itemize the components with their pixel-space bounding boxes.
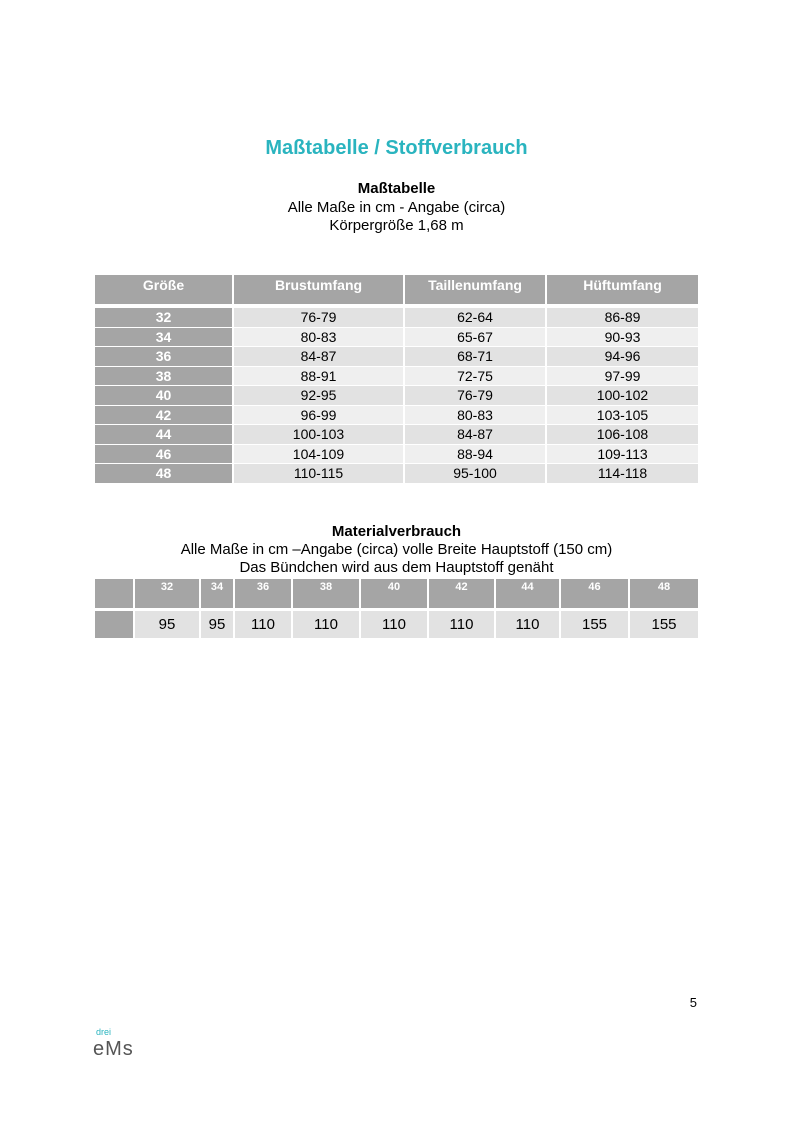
measure-cell: 68-71 xyxy=(405,347,547,367)
measure-cell: 86-89 xyxy=(547,308,698,328)
column-header: Brustumfang xyxy=(234,275,405,304)
size-table xyxy=(95,275,698,484)
measure-cell: 72-75 xyxy=(405,367,547,387)
measure-cell: 100-102 xyxy=(547,386,698,406)
measure-cell: 100-103 xyxy=(234,425,405,445)
measure-cell: 65-67 xyxy=(405,328,547,348)
measure-cell: 76-79 xyxy=(405,386,547,406)
measure-cell: 80-83 xyxy=(405,406,547,426)
measure-cell: 94-96 xyxy=(547,347,698,367)
table-row xyxy=(95,367,698,387)
column-header: Taillenumfang xyxy=(405,275,547,304)
material-size-header: 34 xyxy=(201,579,235,608)
table-row xyxy=(95,406,698,426)
material-value-cell: 95 xyxy=(201,611,235,638)
column-header: Größe xyxy=(95,275,234,304)
measure-cell: 96-99 xyxy=(234,406,405,426)
material-size-header: 42 xyxy=(429,579,496,608)
size-cell: 40 xyxy=(95,386,234,406)
measure-cell: 114-118 xyxy=(547,464,698,484)
measure-cell: 92-95 xyxy=(234,386,405,406)
material-value-cell: 110 xyxy=(293,611,361,638)
size-cell: 38 xyxy=(95,367,234,387)
logo-main-text: eMs xyxy=(93,1038,134,1059)
size-section-line1: Alle Maße in cm - Angabe (circa) xyxy=(287,199,506,216)
measure-cell: 84-87 xyxy=(405,425,547,445)
material-section-line1: Alle Maße in cm –Angabe (circa) volle Breite Hauptstoff (150 cm) xyxy=(180,541,613,558)
measure-cell: 106-108 xyxy=(547,425,698,445)
material-value-cell: 155 xyxy=(630,611,698,638)
material-size-header: 38 xyxy=(293,579,361,608)
measure-cell: 84-87 xyxy=(234,347,405,367)
material-row-label xyxy=(95,611,135,638)
material-value-cell: 110 xyxy=(361,611,429,638)
size-cell: 48 xyxy=(95,464,234,484)
material-size-header: 40 xyxy=(361,579,429,608)
size-cell: 46 xyxy=(95,445,234,465)
size-cell: 42 xyxy=(95,406,234,426)
size-table-body xyxy=(95,304,698,484)
size-section-line2: Körpergröße 1,68 m xyxy=(329,217,464,234)
material-table xyxy=(95,579,698,638)
size-cell: 34 xyxy=(95,328,234,348)
table-row xyxy=(95,464,698,484)
brand-logo xyxy=(93,1025,155,1059)
material-section-line2: Das Bündchen wird aus dem Hauptstoff genäht xyxy=(239,559,554,576)
material-value-cell: 95 xyxy=(135,611,201,638)
measure-cell: 62-64 xyxy=(405,308,547,328)
size-table-header xyxy=(95,275,698,304)
material-section-heading: Materialverbrauch xyxy=(331,523,462,540)
measure-cell: 88-91 xyxy=(234,367,405,387)
table-row xyxy=(95,308,698,328)
page-number: 5 xyxy=(689,995,697,1010)
material-table-header xyxy=(95,579,698,608)
table-row xyxy=(95,445,698,465)
measure-cell: 80-83 xyxy=(234,328,405,348)
logo-small-text: drei xyxy=(96,1027,112,1037)
measure-cell: 88-94 xyxy=(405,445,547,465)
size-cell: 36 xyxy=(95,347,234,367)
measure-cell: 109-113 xyxy=(547,445,698,465)
material-value-cell: 155 xyxy=(561,611,630,638)
measure-cell: 95-100 xyxy=(405,464,547,484)
material-size-header: 36 xyxy=(235,579,293,608)
column-header: Hüftumfang xyxy=(547,275,698,304)
size-section-heading: Maßtabelle xyxy=(357,180,436,197)
measure-cell: 97-99 xyxy=(547,367,698,387)
table-row xyxy=(95,328,698,348)
table-row xyxy=(95,425,698,445)
measure-cell: 103-105 xyxy=(547,406,698,426)
material-size-header: 32 xyxy=(135,579,201,608)
material-size-header: 44 xyxy=(496,579,561,608)
material-size-header: 48 xyxy=(630,579,698,608)
material-value-cell: 110 xyxy=(429,611,496,638)
material-table-row xyxy=(95,611,698,638)
material-size-header: 46 xyxy=(561,579,630,608)
measure-cell: 90-93 xyxy=(547,328,698,348)
table-row xyxy=(95,386,698,406)
size-cell: 32 xyxy=(95,308,234,328)
size-cell: 44 xyxy=(95,425,234,445)
page-title: Maßtabelle / Stoffverbrauch xyxy=(265,137,528,159)
material-value-cell: 110 xyxy=(235,611,293,638)
material-value-cell: 110 xyxy=(496,611,561,638)
measure-cell: 76-79 xyxy=(234,308,405,328)
measure-cell: 110-115 xyxy=(234,464,405,484)
table-row xyxy=(95,347,698,367)
measure-cell: 104-109 xyxy=(234,445,405,465)
material-header-label xyxy=(95,579,135,608)
